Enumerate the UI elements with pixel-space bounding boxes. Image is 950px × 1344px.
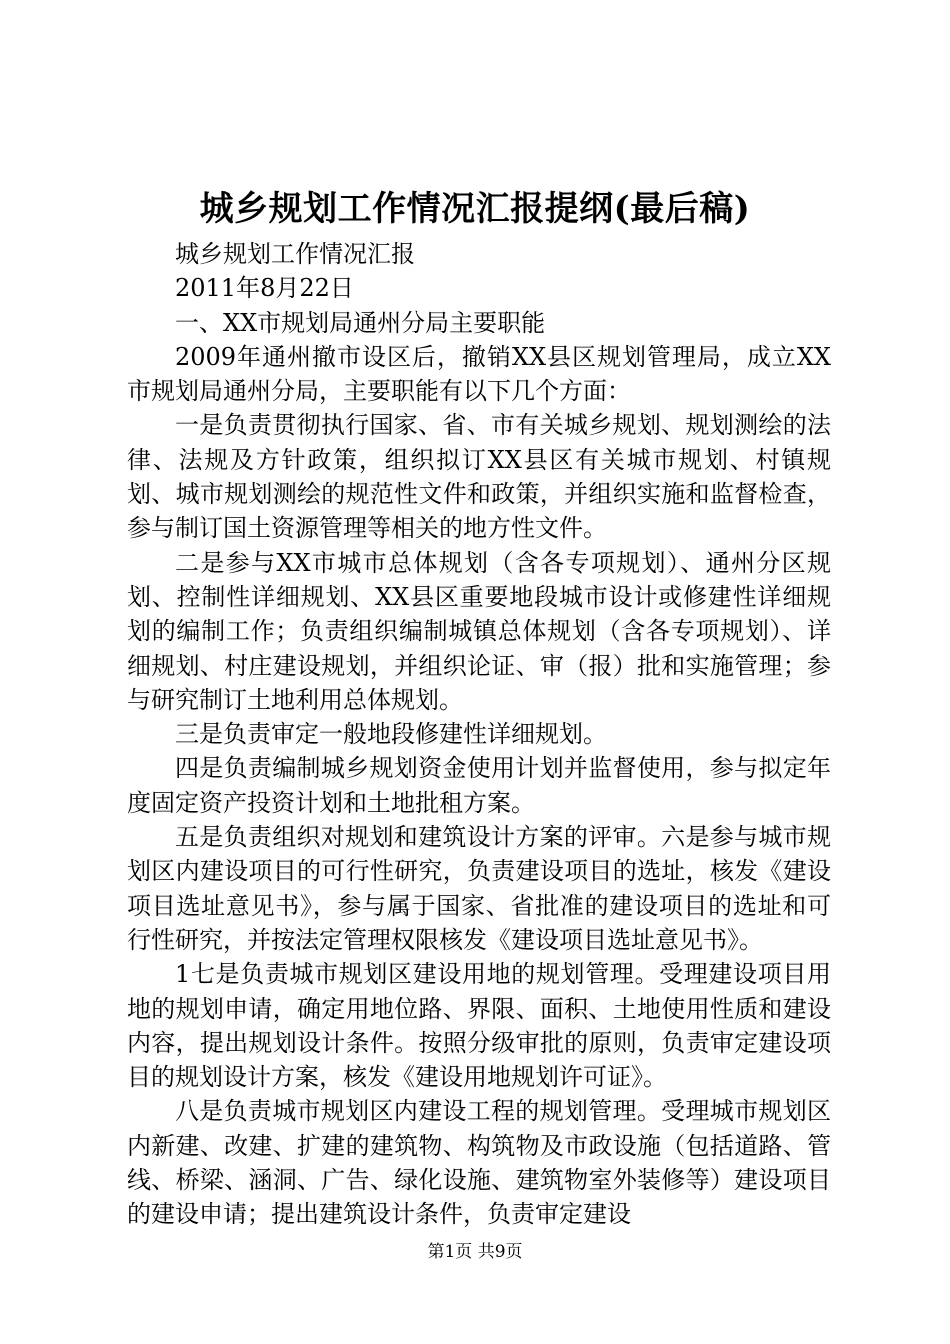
paragraph: 三是负责审定一般地段修建性详细规划。 <box>175 720 607 749</box>
paragraph: 五是负责组织对规划和建筑设计方案的评审。六是参与城市规划区内建设项目的可行性研究，负责建设项目的选址，核发《建设项目选址意见书》，参与属于国家、省批准的建设项目的选址和可行性研究，并按法定管理权限核发《建设项目选址意见书》。 <box>127 823 831 954</box>
document-body <box>127 237 831 1232</box>
paragraph: 1七是负责城市规划区建设用地的规划管理。受理建设项目用地的规划申请，确定用地位路、界限、面积、土地使用性质和建设内容，提出规划设计条件。按照分级审批的原则，负责审定建设项目的规划设计方案，核发《建设用地规划许可证》。 <box>127 960 831 1092</box>
section-heading: 一、XX市规划局通州分局主要职能 <box>175 308 546 337</box>
paragraph-subtitle: 城乡规划工作情况汇报 <box>175 240 415 268</box>
page-footer: 第1页 共9页 <box>427 1242 523 1262</box>
paragraph: 2009年通州撤市设区后，撤销XX县区规划管理局，成立XX市规划局通州分局，主要职能有以下几个方面： <box>127 342 831 406</box>
paragraph: 四是负责编制城乡规划资金使用计划并监督使用，参与拟定年度固定资产投资计划和土地批租方案。 <box>127 754 831 817</box>
paragraph-date: 2011年8月22日 <box>175 274 354 303</box>
paragraph: 八是负责城市规划区内建设工程的规划管理。受理城市规划区内新建、改建、扩建的建筑物、构筑物及市政设施（包括道路、管线、桥梁、涵洞、广告、绿化设施、建筑物室外装修等）建设项目的建设申请；提出建筑设计条件，负责审定建设 <box>127 1097 831 1229</box>
paragraph: 一是负责贯彻执行国家、省、市有关城乡规划、规划测绘的法律、法规及方针政策，组织拟订XX县区有关城市规划、村镇规划、城市规划测绘的规范性文件和政策，并组织实施和监督检查，参与制订国土资源管理等相关的地方性文件。 <box>127 411 831 543</box>
paragraph: 二是参与XX市城市总体规划（含各专项规划）、通州分区规划、控制性详细规划、XX县区重要地段城市设计或修建性详细规划的编制工作；负责组织编制城镇总体规划（含各专项规划）、详细规划、村庄建设规划，并组织论证、审（报）批和实施管理；参与研究制订土地利用总体规划。 <box>127 548 831 714</box>
document-title: 城乡规划工作情况汇报提纲(最后稿) <box>199 189 751 229</box>
